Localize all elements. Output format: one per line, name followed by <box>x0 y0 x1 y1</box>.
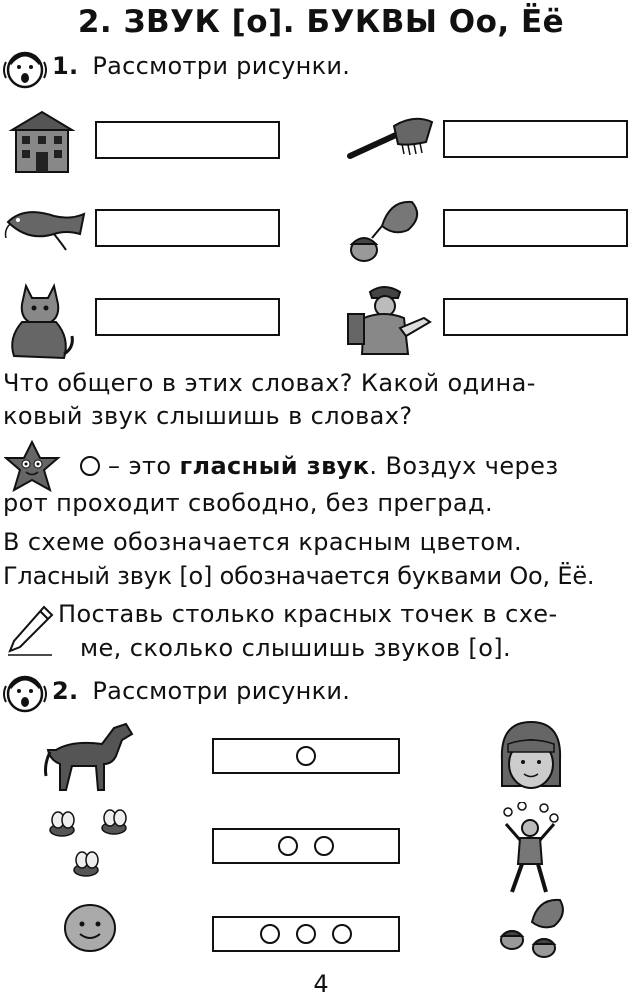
task-2-heading <box>52 677 350 705</box>
word-box[interactable] <box>95 121 280 159</box>
girl-face-icon <box>496 720 566 792</box>
rule-bold-term: гласный звук <box>179 452 370 480</box>
question-line-1: Что общего в этих словах? Какой одина- <box>3 369 536 397</box>
page-number: 4 <box>313 970 329 998</box>
horse-icon <box>42 720 138 794</box>
ball-face-icon <box>62 902 118 954</box>
sound-scheme[interactable] <box>212 738 400 774</box>
acorn-icon <box>346 196 426 266</box>
catfish-icon <box>4 200 88 252</box>
sound-circle[interactable] <box>296 924 316 944</box>
acorns-icon <box>498 896 568 960</box>
house-icon <box>6 108 78 174</box>
rule-line-3: В схеме обозначается красным цветом. <box>3 528 523 556</box>
instruction-line-1: Поставь столько красных точек в схе- <box>58 600 558 628</box>
listen-icon <box>2 48 48 92</box>
page-title: 2. ЗВУК [о]. БУКВЫ Оо, Ёё <box>77 4 565 40</box>
word-box[interactable] <box>443 298 628 336</box>
sound-circle[interactable] <box>296 746 316 766</box>
rule-lead: – это <box>100 452 180 480</box>
postman-icon <box>344 284 434 356</box>
rule-line-4: Гласный звук [о] обозначается буквами Оо, Ёё. <box>3 562 595 590</box>
instruction-line-2: ме, сколько слышишь звуков [о]. <box>80 634 512 662</box>
rule-line-1 <box>80 450 559 483</box>
word-box[interactable] <box>95 298 280 336</box>
task-2-label: Рассмотри рисунки. <box>92 677 351 705</box>
pencil-icon <box>4 603 56 659</box>
rule-line-1-rest: . Воздух через <box>369 452 559 480</box>
wasps-icon <box>42 806 138 888</box>
sound-circle[interactable] <box>314 836 334 856</box>
brush-icon <box>346 112 436 164</box>
sound-circle[interactable] <box>332 924 352 944</box>
listen-icon <box>2 672 48 716</box>
word-box[interactable] <box>443 209 628 247</box>
word-box[interactable] <box>95 209 280 247</box>
juggler-icon <box>494 802 564 898</box>
word-box[interactable] <box>443 120 628 158</box>
sound-circle[interactable] <box>278 836 298 856</box>
sound-circle[interactable] <box>260 924 280 944</box>
cat-icon <box>4 280 76 362</box>
rule-line-2: рот проходит свободно, без преград. <box>3 489 493 517</box>
task-1-number: 1. <box>52 52 79 80</box>
sound-scheme[interactable] <box>212 916 400 952</box>
task-1-label: Рассмотри рисунки. <box>92 52 351 80</box>
sound-scheme[interactable] <box>212 828 400 864</box>
vowel-scheme-circle-icon <box>80 456 100 476</box>
task-1-heading <box>52 52 350 80</box>
task-2-number: 2. <box>52 677 79 705</box>
question-line-2: ковый звук слышишь в словах? <box>3 402 413 430</box>
